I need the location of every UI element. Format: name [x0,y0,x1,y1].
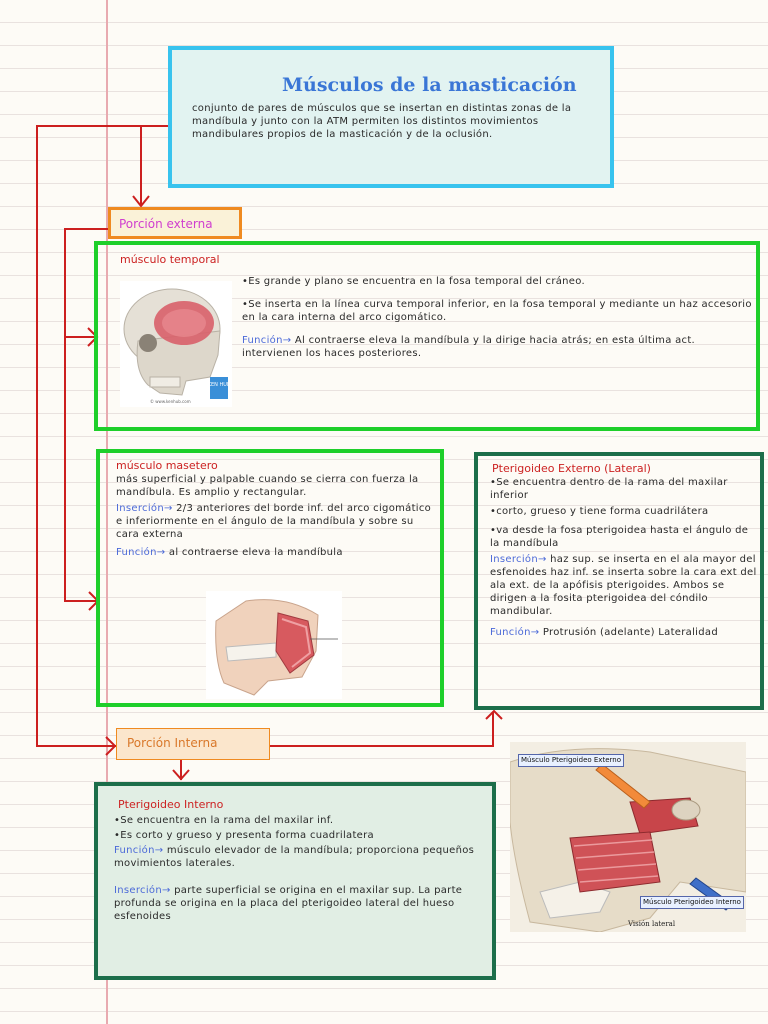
temporal-funcion-label: Función→ [242,335,292,346]
caption-pterigoideo-externo: Músculo Pterigoideo Externo [518,754,624,767]
pterigoideo-interno-section [94,782,496,980]
temporal-point-1: •Es grande y plano se encuentra en la fosa temporal del cráneo. [242,276,585,287]
pint-insercion-label: Inserción→ [114,885,171,896]
kenhub-logo: KEN HUB [207,382,231,388]
pterigoideo-externo-title: Pterigoideo Externo (Lateral) [492,462,651,475]
masetero-desc: más superficial y palpable cuando se cierra con fuerza la mandíbula. Es amplio y rectangular. [116,474,419,498]
pterigoideo-externo-text [490,476,758,639]
temporal-funcion-text: Al contraerse eleva la mandíbula y la dirige hacia atrás; en esta última act. intervienen los haces posteriores. [242,335,696,359]
pterigoideo-interno-text [114,814,484,923]
pext-funcion-text: Protrusión (adelante) Lateralidad [542,627,718,638]
pext-insercion-label: Inserción→ [490,554,547,565]
page-title: Músculos de la masticación [282,74,577,96]
title-box [168,46,614,188]
masetero-text [116,473,436,559]
masetero-illustration [206,591,342,699]
pext-funcion-label: Función→ [490,627,540,638]
skull-illustration [120,281,232,407]
pint-funcion-label: Función→ [114,845,164,856]
pint-funcion-text: músculo elevador de la mandíbula; proporciona pequeños movimientos laterales. [114,845,475,869]
porcion-externa-tag [108,207,242,239]
temporal-title: músculo temporal [120,253,220,266]
pext-point-1: •Se encuentra dentro de la rama del maxilar inferior [490,477,728,501]
porcion-interna-tag [116,728,270,760]
masetero-section [96,449,444,707]
pterigoideo-interno-title: Pterigoideo Interno [118,798,224,811]
temporal-text [242,275,752,370]
pext-point-2: •corto, grueso y tiene forma cuadrilátera [490,506,709,517]
temporal-section [94,241,760,431]
caption-pterigoideo-interno: Músculo Pterigoideo Interno [640,896,744,909]
porcion-externa-label: Porción externa [119,217,213,231]
pint-point-2: •Es corto y grueso y presenta forma cuadrilatera [114,830,374,841]
pint-point-1: •Se encuentra en la rama del maxilar inf. [114,815,334,826]
pext-point-3: •va desde la fosa pterigoidea hasta el ángulo de la mandíbula [490,525,749,549]
masetero-insercion-text: 2/3 anteriores del borde inf. del arco cigomático e inferiormente en el ángulo de la mandíbula y sobre su cara externa [116,503,432,540]
anatomy-caption-footer: Visión lateral [628,920,676,928]
pterigoideo-externo-section [474,452,764,710]
intro-text: conjunto de pares de músculos que se insertan en distintas zonas de la mandíbula y junto con la ATM permiten los distintos movimientos mandibulares propios de la masticación y de la oclusión. [192,103,572,140]
masetero-title: músculo masetero [116,459,218,472]
pterygoid-anatomy-illustration [510,742,746,932]
masetero-funcion-label: Función→ [116,547,166,558]
pint-insercion-text: parte superficial se origina en el maxilar sup. La parte profunda se origina en la placa del pterigoideo lateral del hueso esfenoides [114,885,463,922]
masetero-funcion-text: al contraerse eleva la mandíbula [168,547,343,558]
kenhub-credit: © www.kenhub.com [150,399,191,404]
pext-insercion-text: haz sup. se inserta en el ala mayor del esfenoides haz inf. se inserta sobre la cara ext del ala ext. de la apófisis pterigoides. Ambos se dirigen a la fosita pterigoidea del cóndilo mandibular. [490,554,757,617]
temporal-point-2: •Se inserta en la línea curva temporal inferior, en la fosa temporal y mediante un haz accesorio en la cara interna del arco cigomático. [242,299,752,323]
masetero-insercion-label: Inserción→ [116,503,173,514]
porcion-interna-label: Porción Interna [127,736,218,750]
